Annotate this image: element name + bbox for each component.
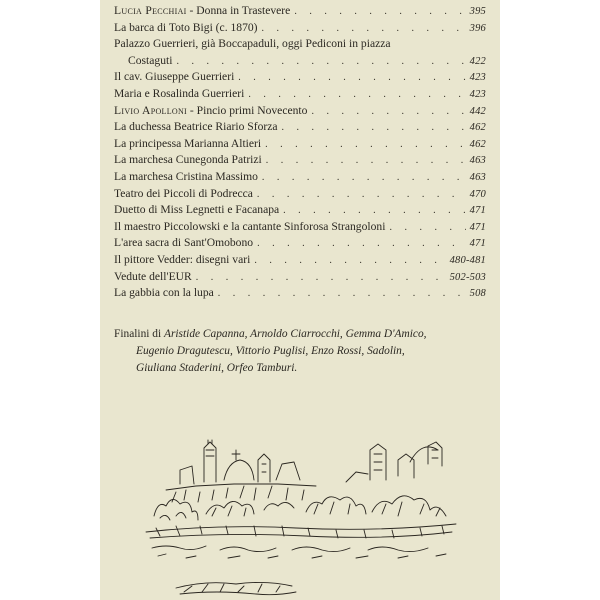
toc-entry bbox=[114, 119, 486, 136]
dot-leader bbox=[262, 170, 466, 187]
sketch-dome bbox=[224, 460, 254, 480]
dot-leader bbox=[311, 104, 465, 121]
toc-entry-page: 471 bbox=[469, 221, 486, 233]
toc-entry bbox=[114, 169, 486, 186]
finalini-credits bbox=[114, 326, 486, 377]
finalini-names: Giuliana Staderini, Orfeo Tamburi. bbox=[136, 362, 298, 374]
toc-entry-page: 442 bbox=[469, 105, 486, 117]
toc-entry-title: Teatro dei Piccoli di Podrecca bbox=[114, 186, 253, 200]
toc-entry-title: Il pittore Vedder: disegni vari bbox=[114, 252, 251, 266]
sketch-embankment bbox=[146, 524, 456, 532]
toc-entry-page: 463 bbox=[469, 155, 486, 167]
finalini-names: Eugenio Dragutescu, Vittorio Puglisi, Enzo Rossi, Sadolin, bbox=[136, 345, 405, 357]
sketch-tower bbox=[204, 442, 216, 482]
toc-entry bbox=[114, 269, 486, 286]
toc-entry-title: La duchessa Beatrice Riario Sforza bbox=[114, 120, 278, 134]
toc-entry-page: 471 bbox=[469, 238, 486, 250]
toc-entry-page: 508 bbox=[469, 288, 486, 300]
toc-entry-page: 423 bbox=[469, 88, 486, 100]
dot-leader bbox=[238, 70, 465, 87]
toc-entry bbox=[114, 202, 486, 219]
dot-leader bbox=[265, 137, 466, 154]
toc-entry bbox=[114, 285, 486, 302]
toc-entry-page: 423 bbox=[469, 72, 486, 84]
toc-entry bbox=[114, 3, 486, 20]
finalini-prefix: Finalini di bbox=[114, 328, 164, 340]
dot-leader bbox=[294, 4, 465, 21]
toc-entry bbox=[114, 186, 486, 203]
finalini-names: Aristide Capanna, Arnoldo Ciarrocchi, Gemma D'Amico, bbox=[164, 328, 427, 340]
toc-entry-title: La gabbia con la lupa bbox=[114, 286, 214, 300]
toc-entry-title: Duetto di Miss Legnetti e Facanapa bbox=[114, 203, 280, 217]
toc-entry-title: La barca di Toto Bigi (c. 1870) bbox=[114, 20, 258, 34]
toc-entry bbox=[114, 20, 486, 37]
toc-entry bbox=[114, 69, 486, 86]
dot-leader bbox=[282, 120, 466, 137]
toc-entry-page: 462 bbox=[469, 122, 486, 134]
toc-entry-title: La principessa Marianna Altieri bbox=[114, 136, 262, 150]
toc-entry-title: L'area sacra di Sant'Omobono bbox=[114, 236, 254, 250]
toc-entry-title: Il maestro Piccolowski e la cantante Sinforosa Strangoloni bbox=[114, 219, 386, 233]
toc-entry-title: Maria e Rosalinda Guerrieri bbox=[114, 86, 245, 100]
toc-entry bbox=[114, 252, 486, 269]
entry-title-text: - Pincio primi Novecento bbox=[187, 103, 308, 117]
toc-entry-page: 395 bbox=[469, 6, 486, 17]
dot-leader bbox=[266, 153, 466, 170]
dot-leader bbox=[254, 253, 445, 270]
author-name: Lucia Pecchiai bbox=[114, 4, 187, 17]
finalini-line-1 bbox=[114, 328, 427, 340]
finalini-line-3 bbox=[114, 360, 486, 377]
toc-entry-page: 502-503 bbox=[449, 271, 486, 283]
toc-entry-title: La marchesa Cristina Massimo bbox=[114, 169, 258, 183]
toc-entry-title: La marchesa Cunegonda Patrizi bbox=[114, 153, 262, 167]
toc-entry-page: 463 bbox=[469, 171, 486, 183]
toc-entry bbox=[114, 219, 486, 236]
toc-entry-title: Vedute dell'EUR bbox=[114, 269, 192, 283]
dot-leader bbox=[248, 87, 465, 104]
toc-entry bbox=[114, 86, 486, 103]
finalini-line-2 bbox=[114, 343, 486, 360]
dot-leader bbox=[257, 236, 466, 253]
sketch-boat bbox=[176, 582, 292, 588]
dot-leader bbox=[176, 54, 465, 71]
dot-leader bbox=[218, 286, 466, 303]
book-page bbox=[100, 0, 500, 600]
toc-entry bbox=[114, 235, 486, 252]
toc-entry-title-line1: Palazzo Guerrieri, già Boccapaduli, oggi Pediconi in piazza bbox=[114, 37, 391, 51]
toc-entry-page: 422 bbox=[469, 55, 486, 67]
toc-entry bbox=[114, 152, 486, 169]
toc-entry-page: 462 bbox=[469, 138, 486, 150]
toc-entry-line2 bbox=[114, 53, 486, 70]
dot-leader bbox=[257, 187, 466, 204]
illustrations-index bbox=[114, 3, 486, 302]
author-name: Livio Apolloni bbox=[114, 103, 188, 117]
toc-entry-page: 396 bbox=[469, 22, 486, 34]
pen-sketch-illustration bbox=[136, 420, 464, 600]
dot-leader bbox=[196, 270, 446, 287]
toc-entry bbox=[114, 103, 486, 120]
toc-entry-title bbox=[114, 3, 290, 20]
entry-title-text: - Donna in Trastevere bbox=[186, 4, 291, 17]
dot-leader bbox=[283, 203, 465, 220]
toc-entry-page: 470 bbox=[469, 188, 486, 200]
toc-entry-title-line2: Costaguti bbox=[128, 53, 173, 67]
toc-entry bbox=[114, 136, 486, 153]
toc-entry-title bbox=[114, 103, 307, 120]
toc-entry-title: Il cav. Giuseppe Guerrieri bbox=[114, 70, 235, 84]
dot-leader bbox=[389, 220, 465, 237]
toc-entry-page: 471 bbox=[469, 205, 486, 217]
dot-leader bbox=[262, 21, 466, 38]
toc-entry bbox=[114, 36, 486, 69]
toc-entry-page: 480-481 bbox=[449, 254, 486, 266]
